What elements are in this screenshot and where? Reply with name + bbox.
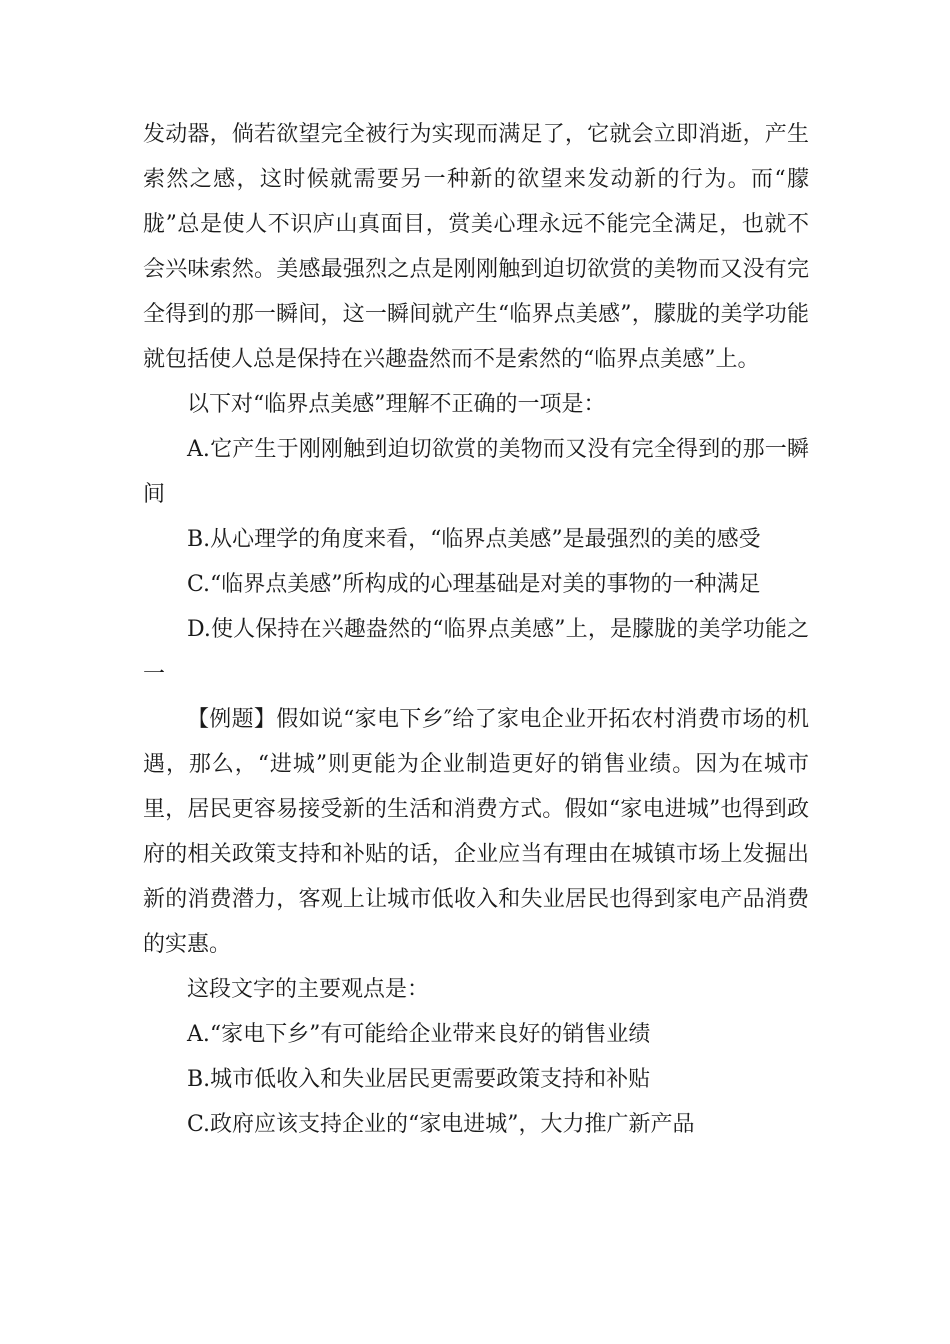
document-body [143, 112, 809, 1147]
passage-paragraph: 发动器，倘若欲望完全被行为实现而满足了，它就会立即消逝，产生索然之感，这时候就需要另一种新的欲望来发动新的行为。而“朦胧”总是使人不识庐山真面目，赏美心理永远不能完全满足，也就不会兴味索然。美感最强烈之点是刚刚触到迫切欲赏的美物而又没有完全得到的那一瞬间，这一瞬间就产生“临界点美感”，朦胧的美学功能就包括使人总是保持在兴趣盎然而不是索然的“临界点美感”上。 [143, 122, 809, 372]
option-c: C.“临界点美感”所构成的心理基础是对美的事物的一种满足 [187, 572, 761, 597]
option-a: A.它产生于刚刚触到迫切欲赏的美物而又没有完全得到的那一瞬间 [143, 437, 809, 507]
question-stem: 以下对“临界点美感”理解不正确的一项是： [187, 392, 606, 417]
option-b: B.从心理学的角度来看，“临界点美感”是最强烈的美的感受 [187, 527, 761, 552]
option-c-2: C.政府应该支持企业的“家电进城”，大力推广新产品 [187, 1112, 695, 1137]
option-a-2: A.“家电下乡”有可能给企业带来良好的销售业绩 [187, 1022, 651, 1047]
question-stem-2: 这段文字的主要观点是： [187, 977, 430, 1002]
option-b-2: B.城市低收入和失业居民更需要政策支持和补贴 [187, 1067, 651, 1092]
example-paragraph: 【例题】假如说“家电下乡″给了家电企业开拓农村消费市场的机遇，那么，“进城”则更能为企业制造更好的销售业绩。因为在城市里，居民更容易接受新的生活和消费方式。假如“家电进城”也得到政府的相关政策支持和补贴的话，企业应当有理由在城镇市场上发掘出新的消费潜力，客观上让城市低收入和失业居民也得到家电产品消费的实惠。 [143, 707, 809, 957]
option-d: D.使人保持在兴趣盎然的“临界点美感”上，是朦胧的美学功能之一 [143, 617, 809, 687]
